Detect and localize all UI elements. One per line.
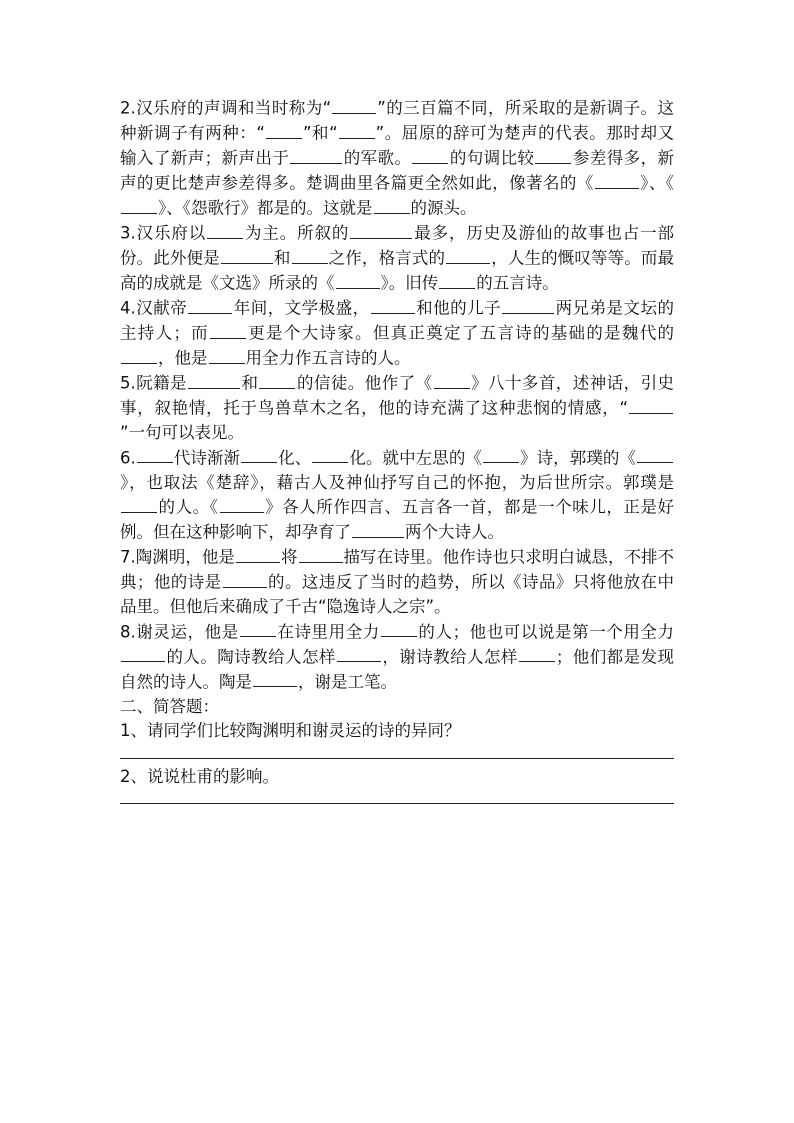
blank[interactable] [337, 645, 381, 663]
text-segment: 的。这违反了当时的趋势，所以《诗品》只将他放在中品里。但他后来确成了千古“隐逸诗人之宗”。 [120, 572, 675, 616]
text-segment: 年间，文学极盛， [233, 298, 370, 318]
text-segment: 为主。所叙的 [244, 223, 350, 243]
question-6 [120, 446, 674, 546]
blank[interactable] [223, 570, 267, 588]
blank[interactable] [137, 446, 173, 464]
blank[interactable] [220, 495, 264, 513]
text-segment: 描写在诗里。他作诗也只求明白诚恳，不排不典；他的诗是 [120, 547, 675, 592]
text-segment: ，他是 [158, 348, 208, 368]
blank[interactable] [259, 371, 295, 389]
text-segment: 两个大诗人。 [405, 522, 504, 542]
text-segment: ”。屈原的辞可为楚声的代表。那时却又输入了新声；新声出于 [120, 123, 674, 168]
answer-line[interactable] [120, 744, 674, 759]
text-segment: 参差得多，新声的更比楚声参差得多。楚调曲里各篇更全然如此，像著名的《 [120, 148, 675, 193]
short-answer-question-2: 2、说说杜甫的影响。 [120, 766, 279, 786]
blank[interactable] [236, 545, 280, 563]
blank[interactable] [121, 196, 157, 214]
blank[interactable] [207, 221, 243, 239]
blank[interactable] [221, 246, 273, 264]
text-segment: 化。就中左思的《 [349, 448, 482, 467]
worksheet-page [120, 96, 674, 810]
blank[interactable] [290, 146, 342, 164]
blank[interactable] [266, 121, 302, 139]
blank[interactable] [595, 171, 639, 189]
text-segment: ”的三百篇不同，所采取的是新调子。这种新调子有两种：“ [120, 98, 674, 143]
text-segment: 的句调比较 [449, 148, 535, 168]
text-segment: 5.阮籍是 [120, 373, 188, 393]
blank[interactable] [188, 371, 240, 389]
text-segment: 2.汉乐府的声调和当时称为“ [120, 98, 332, 118]
blank[interactable] [629, 396, 673, 414]
blank[interactable] [253, 670, 297, 688]
blank[interactable] [483, 446, 519, 464]
question-8 [120, 620, 674, 695]
blank[interactable] [339, 121, 375, 139]
text-segment: 和 [273, 248, 291, 268]
text-segment: 的五言诗。 [476, 273, 559, 293]
blank[interactable] [121, 346, 157, 364]
text-segment: ”和“ [302, 123, 338, 143]
text-segment: 3.汉乐府以 [120, 223, 207, 243]
text-segment: 》，也取法《楚辞》，藉古人及神仙抒写自己的怀抱，为后世所宗。郭璞是 [120, 472, 674, 492]
blank[interactable] [519, 645, 555, 663]
blank[interactable] [332, 96, 376, 114]
blank[interactable] [121, 495, 157, 513]
text-segment: 的军歌。 [343, 148, 412, 168]
blank[interactable] [446, 246, 490, 264]
question-7 [120, 545, 674, 620]
blank[interactable] [188, 296, 232, 314]
section-heading: 二、简答题： [120, 696, 219, 716]
text-segment: 》各人所作四言、五言各一首，都是一个味儿，正是好例。但在这种影响下，却孕育了 [120, 497, 675, 542]
text-segment: 和 [241, 373, 259, 393]
text-segment: 》诗，郭璞的《 [519, 448, 637, 467]
blank[interactable] [121, 645, 165, 663]
text-segment: 两兄弟是文坛的主持人；而 [120, 298, 675, 343]
text-segment: 》、《怨歌行》都是的。这就是 [158, 198, 373, 218]
blank[interactable] [381, 620, 417, 638]
question-5 [120, 371, 674, 446]
blank[interactable] [350, 221, 412, 239]
blank[interactable] [535, 146, 571, 164]
blank[interactable] [371, 296, 415, 314]
blank[interactable] [336, 271, 380, 289]
blank[interactable] [210, 321, 246, 339]
text-segment: 在诗里用全力 [276, 622, 380, 641]
text-segment: 的人。陶诗教给人怎样 [166, 647, 336, 666]
text-segment: ”一句可以表见。 [120, 423, 245, 442]
text-segment: 用全力作五言诗的人。 [245, 348, 411, 368]
blank[interactable] [292, 246, 328, 264]
question-2 [120, 96, 674, 221]
blank[interactable] [434, 371, 470, 389]
text-segment: 的人；他也可以说是第一个用全力 [417, 622, 675, 641]
blank[interactable] [637, 446, 673, 464]
text-segment: 和他的儿子 [415, 298, 502, 318]
text-segment: 代诗渐渐 [173, 448, 241, 467]
text-segment: 的信徒。他作了《 [296, 373, 433, 393]
text-segment: 化、 [278, 448, 312, 467]
blank[interactable] [240, 620, 276, 638]
question-3 [120, 221, 674, 296]
text-segment: 最多，历史及游仙的故事也占一部份。此外便是 [120, 223, 675, 268]
text-segment: 6. [120, 448, 136, 467]
answer-line[interactable] [120, 789, 674, 804]
text-segment: 4.汉献帝 [120, 298, 188, 318]
text-segment: 将 [280, 547, 298, 567]
blank[interactable] [299, 545, 343, 563]
text-segment: 》、《 [639, 173, 675, 193]
text-segment: ，谢是工笔。 [298, 672, 397, 691]
blank[interactable] [412, 146, 448, 164]
blank[interactable] [374, 196, 410, 214]
blank[interactable] [502, 296, 554, 314]
text-segment: 》八十多首，述神话，引史事，叙艳情，托于鸟兽草木之名，他的诗充满了这种悲悯的情感，“ [120, 373, 675, 418]
blank[interactable] [241, 446, 277, 464]
text-segment: 7.陶渊明，他是 [120, 547, 235, 567]
blank[interactable] [439, 271, 475, 289]
text-segment: 的源头。 [410, 198, 477, 218]
text-segment: ；他们都是发现自然的诗人。陶是 [120, 647, 675, 691]
text-segment: 之作，格言式的 [328, 248, 446, 268]
text-segment: 8.谢灵运，他是 [120, 622, 239, 641]
text-segment: 》。旧传 [380, 273, 439, 293]
text-segment: ，谢诗教给人怎样 [381, 647, 518, 666]
text-segment: ，人生的慨叹等等。而最高的成就是《文选》所录的《 [120, 248, 675, 293]
text-segment: 的人。《 [158, 497, 219, 517]
short-answer-question-1: 1、请同学们比较陶渊明和谢灵运的诗的异同？ [120, 721, 461, 740]
blank[interactable] [352, 520, 404, 538]
text-segment: 更是个大诗家。但真正奠定了五言诗的基础的是魏代的 [246, 323, 675, 343]
blank[interactable] [209, 346, 245, 364]
blank[interactable] [312, 446, 348, 464]
question-4 [120, 296, 674, 371]
